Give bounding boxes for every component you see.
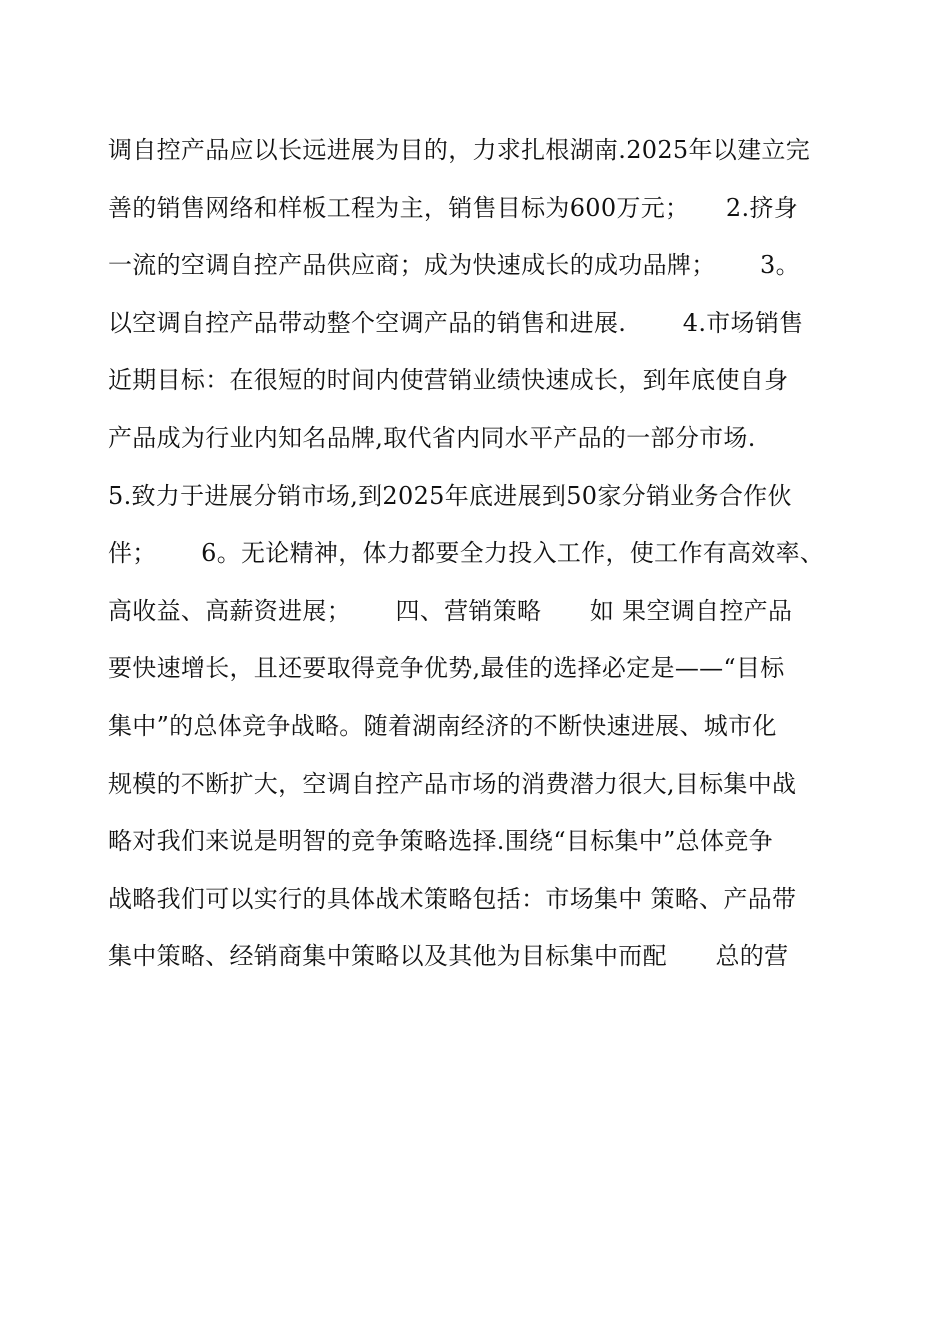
text-line-15: 集中策略、经销商集中策略以及其他为目标集中而配 总的营 (108, 942, 789, 971)
text-line-2: 善的销售网络和样板工程为主，销售目标为600万元； 2.挤身 (108, 193, 799, 222)
body-text (108, 122, 868, 986)
text-line-4: 以空调自控产品带动整个空调产品的销售和进展. 4.市场销售 (108, 308, 804, 337)
text-line-13: 略对我们来说是明智的竞争策略选择.围绕“目标集中”总体竞争 (108, 827, 773, 856)
text-line-1: 调自控产品应以长远进展为目的，力求扎根湖南.2025年以建立完 (108, 136, 811, 164)
text-line-6: 产品成为行业内知名品牌,取代省内同水平产品的一部分市场. (108, 423, 756, 452)
text-line-12: 规模的不断扩大，空调自控产品市场的消费潜力很大,目标集中战 (108, 769, 797, 798)
text-line-9: 高收益、高薪资进展； 四、营销策略 如 果空调自控产品 (108, 596, 793, 625)
text-line-10: 要快速增长，且还要取得竞争优势,最佳的选择必定是——“目标 (108, 654, 785, 683)
text-line-3: 一流的空调自控产品供应商；成为快速成长的成功品牌； 3。 (108, 251, 800, 280)
text-line-14: 战略我们可以实行的具体战术策略包括：市场集中 策略、产品带 (108, 884, 797, 913)
text-line-5: 近期目标：在很短的时间内使营销业绩快速成长，到年底使自身 (108, 366, 789, 395)
text-line-11: 集中”的总体竞争战略。随着湖南经济的不断快速进展、城市化 (108, 711, 777, 740)
text-line-7: 5.致力于进展分销市场,到2025年底进展到50家分销业务合作伙 (108, 481, 792, 510)
text-line-8: 伴； 6。无论精神，体力都要全力投入工作，使工作有高效率、 (108, 539, 825, 568)
